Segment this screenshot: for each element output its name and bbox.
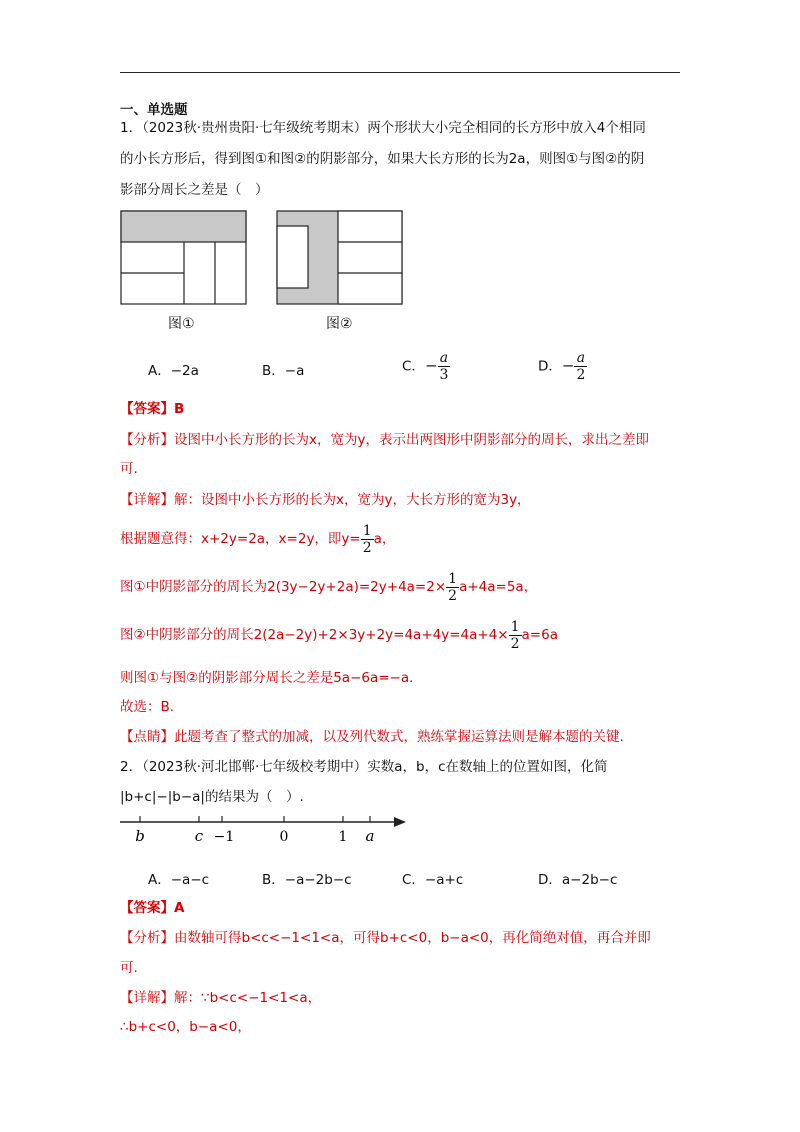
q1-analysis-line2: 可. [120,461,138,477]
fig1-shaded-strip [121,211,246,242]
frac-one-half: $\frac{1}{2}$ [448,570,458,604]
axis-label-b: b [135,827,145,845]
arrow-head-icon [394,817,406,827]
q1-stem-line3: 影部分周长之差是（ ） [120,182,269,198]
section-title: 一、单选题 [120,102,188,118]
header-rule [120,72,680,73]
figure-1 [120,210,248,306]
q1-answer: 【答案】B [120,401,185,417]
q2-detail-line1: 【详解】解：∵b<c<−1<1<a， [120,990,322,1006]
q2-detail-line2: ∴b+c<0，b−a<0， [120,1019,251,1035]
q1-option-c-letter: C． [402,358,425,375]
q2-option-c[interactable]: C．−a+c [402,872,464,888]
q2-option-b[interactable]: B．−a−2b−c [262,872,352,888]
frac-one-half: $\frac{1}{2}$ [362,522,372,556]
q2-stem-line2: |b+c|−|b−a|的结果为（ ）. [120,789,304,805]
figure-2 [276,210,404,306]
q1-option-c[interactable]: C．− $\frac{a}{3}$ [402,350,449,383]
axis-label-0: 0 [279,829,289,845]
q1-option-a[interactable]: A．−2a [148,363,199,379]
q1-option-c-fraction: $\frac{a}{3}$ [439,350,449,383]
q1-option-d[interactable]: D．− $\frac{a}{2}$ [538,350,586,383]
q1-stem-line1: 1．（2023秋·贵州贵阳·七年级统考期末）两个形状大小完全相同的长方形中放入4个相同 [120,120,646,136]
q1-option-d-letter: D． [538,358,562,375]
q2-answer: 【答案】A [120,900,185,916]
axis-label-1: 1 [338,829,348,845]
figure-2-label: 图② [326,316,353,332]
q1-comment: 【点睛】此题考查了整式的加减，以及列代数式，熟练掌握运算法则是解本题的关键. [120,729,624,745]
q1-stem-line2: 的小长方形后，得到图①和图②的阴影部分，如果大长方形的长为2a，则图①与图②的阴 [120,151,645,167]
axis-label-neg1: −1 [213,829,235,845]
number-line [118,812,408,848]
q1-analysis-line1: 【分析】设图中小长方形的长为x，宽为y，表示出两图形中阴影部分的周长，求出之差即 [120,432,649,448]
q2-option-a[interactable]: A．−a−c [148,872,210,888]
axis-label-a: a [365,827,375,845]
figure-1-label: 图① [168,316,195,332]
q1-detail-line6: 故选：B. [120,699,175,715]
frac-one-half: $\frac{1}{2}$ [510,618,520,652]
q2-stem-line1: 2．（2023秋·河北邯郸·七年级校考期中）实数a，b，c在数轴上的位置如图，化简 [120,759,608,775]
q1-detail-line5: 则图①与图②的阴影部分周长之差是5a−6a=−a. [120,670,414,686]
axis-label-c: c [194,827,204,845]
q1-detail-line4: 图②中阴影部分的周长2(2a−2y)+2×3y+2y=4a+4y=4a+4× $\frac{1}{2}$ a=6a [120,618,558,652]
q2-option-d[interactable]: D．a−2b−c [538,872,618,888]
q1-option-b[interactable]: B．−a [262,363,305,379]
q1-detail-line3: 图①中阴影部分的周长为2(3y−2y+2a)=2y+4a=2× $\frac{1}{2}$ a+4a=5a， [120,570,538,604]
q2-analysis-line1: 【分析】由数轴可得b<c<−1<1<a，可得b+c<0，b−a<0，再化简绝对值，再合并即 [120,930,651,946]
q2-analysis-line2: 可. [120,960,138,976]
q1-option-d-fraction: $\frac{a}{2}$ [576,350,586,383]
q1-detail-line2: 根据题意得：x+2y=2a，x=2y，即y= $\frac{1}{2}$ a， [120,522,396,556]
q1-detail-line1: 【详解】解：设图中小长方形的长为x，宽为y，大长方形的宽为3y， [120,492,531,508]
